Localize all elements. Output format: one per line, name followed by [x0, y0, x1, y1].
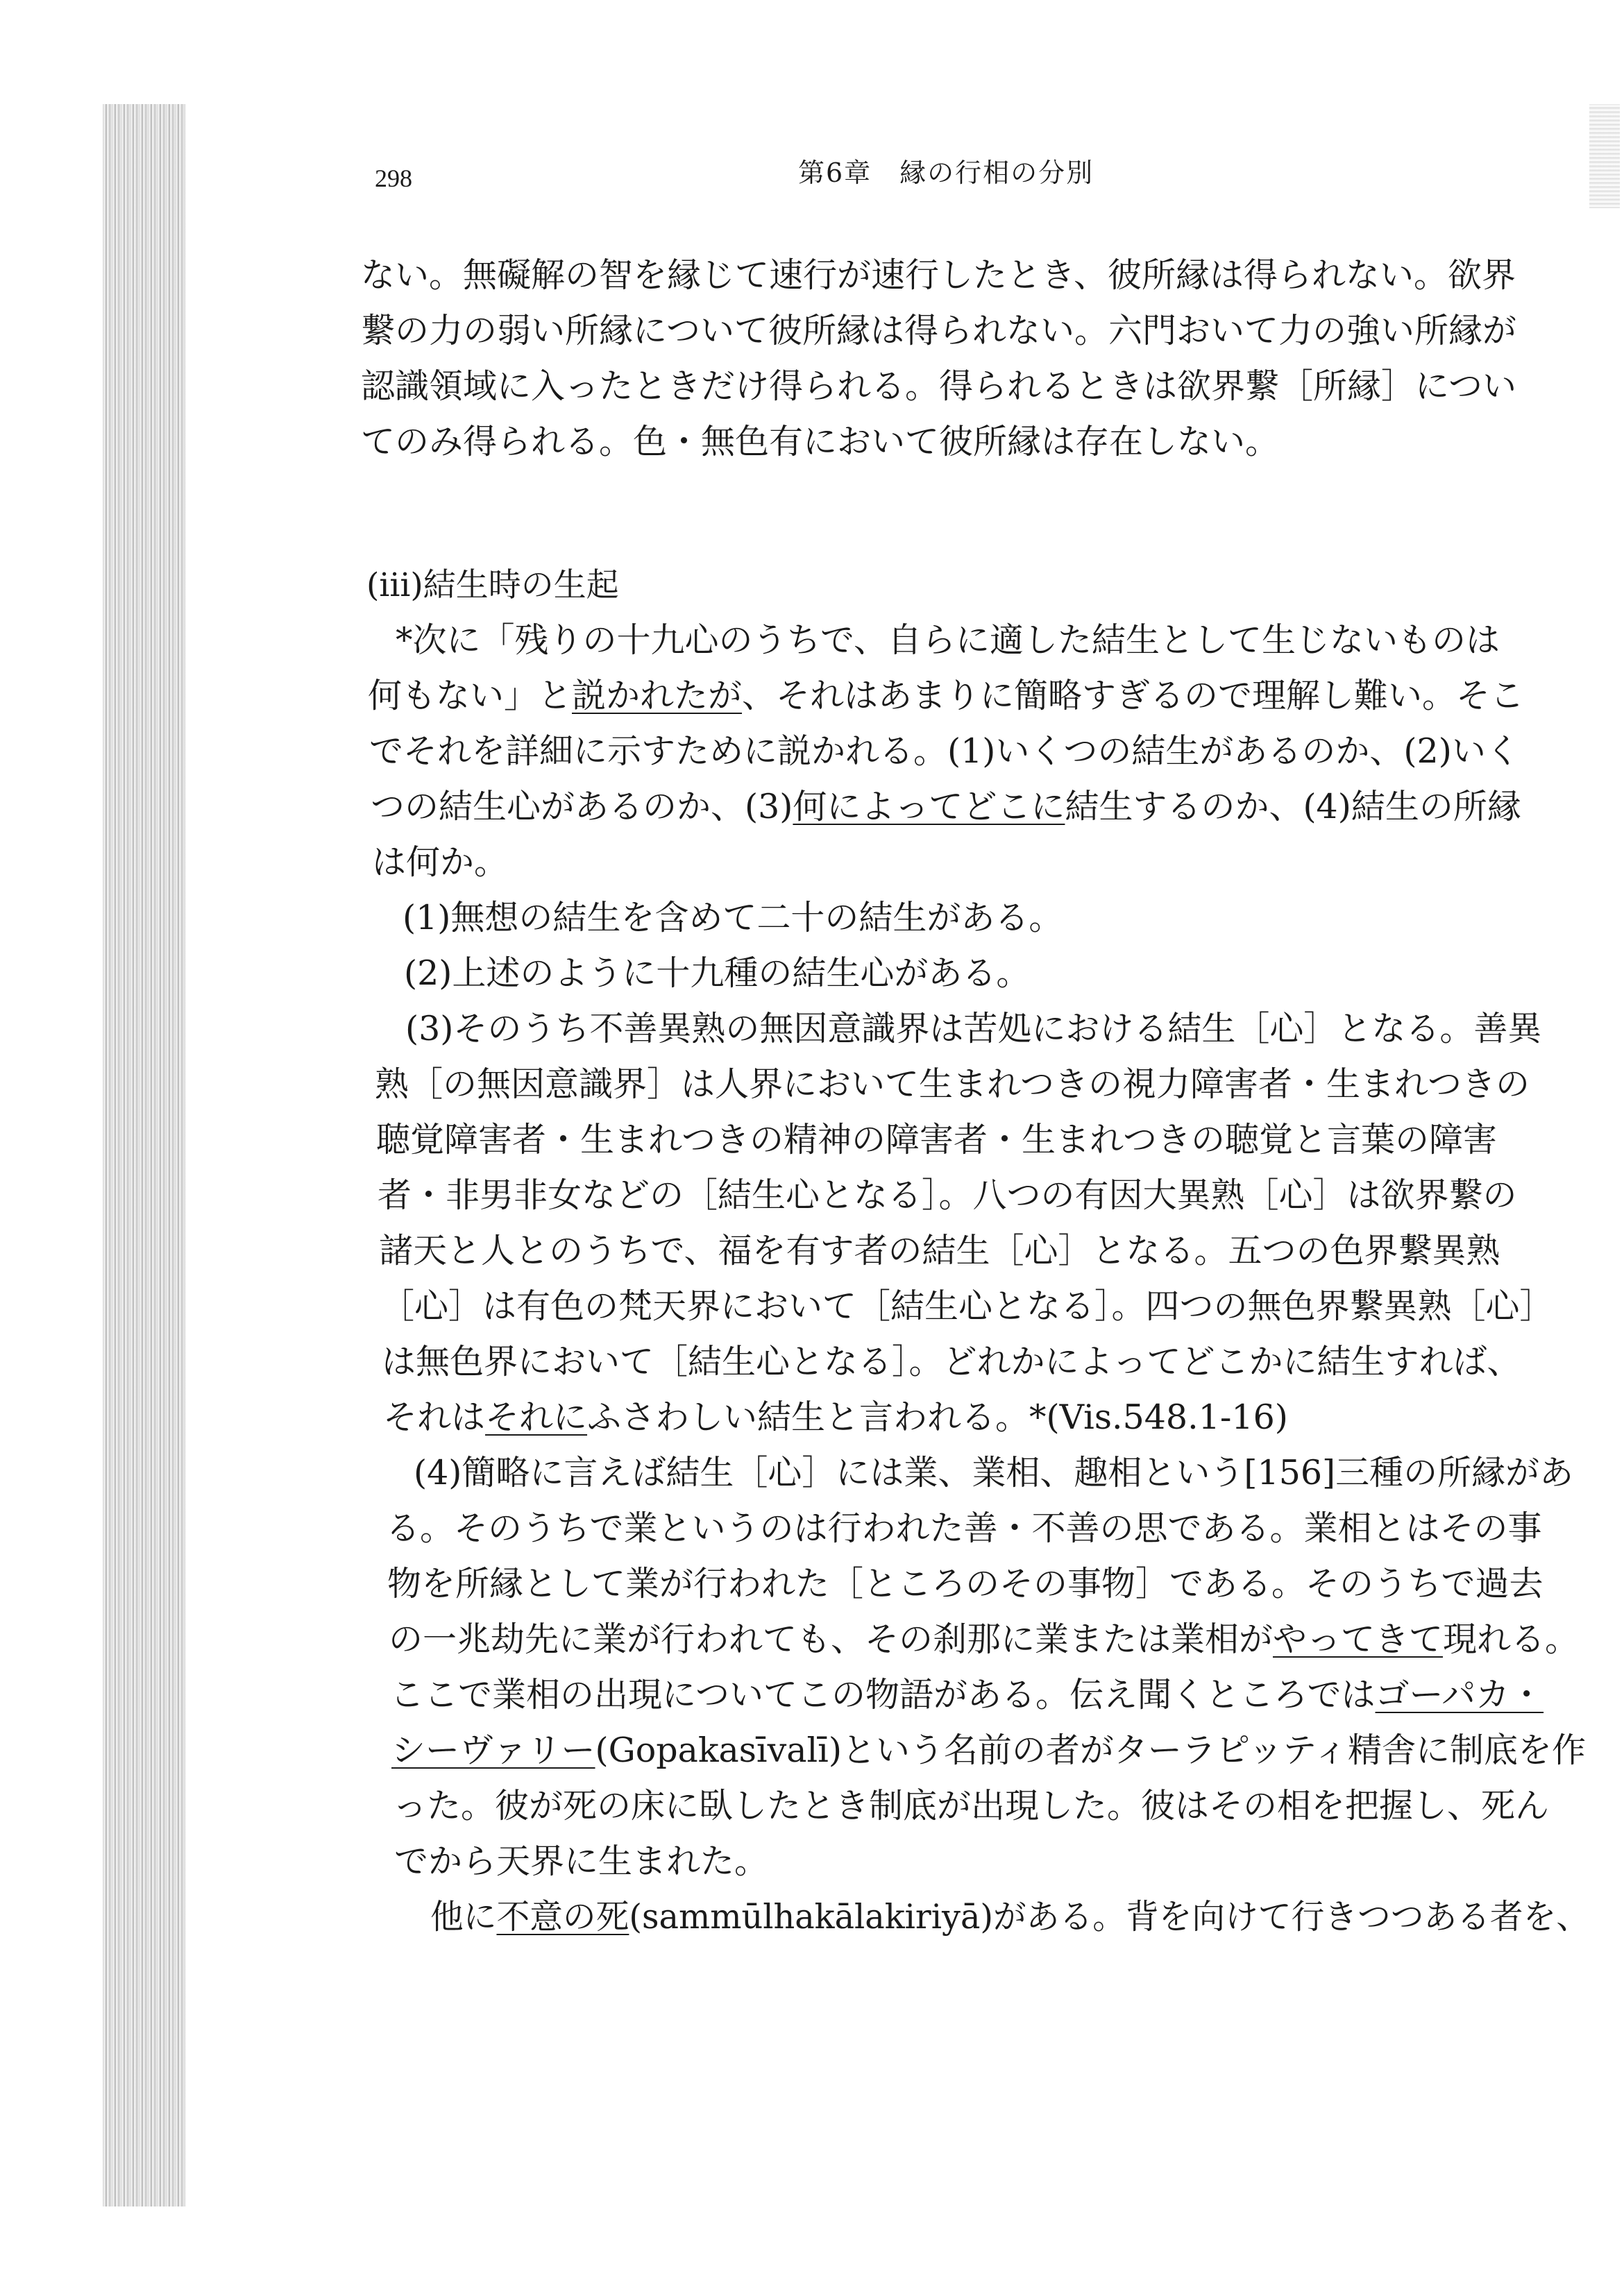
- text-line: 熟［の無因意識界］は人界において生まれつきの視力障害者・生まれつきの: [375, 1064, 1530, 1104]
- underlined-phrase: 何によってどこに: [793, 787, 1065, 826]
- book-binding-shadow: [103, 104, 186, 2206]
- text-line: 者・非男非女などの［結生心となる］。八つの有因大異熟［心］は欲界繋の: [378, 1175, 1517, 1215]
- text-line: それはそれにふさわしい結生と言われる。*(Vis.548.1-16): [383, 1397, 1288, 1437]
- text-line: 他に不意の死(sammūlhakālakiriyā)がある。背を向けて行きつつある者を、: [430, 1897, 1590, 1937]
- text-line: (3)そのうち不善異熟の無因意識界は苦処における結生［心］となる。善異: [405, 1009, 1542, 1048]
- underlined-phrase: 説かれたが: [572, 676, 743, 715]
- text-line: つの結生心があるのか、(3)何によってどこに結生するのか、(4)結生の所縁: [371, 787, 1521, 826]
- text-line: 聴覚障害者・生まれつきの精神の障害者・生まれつきの聴覚と言葉の障害: [376, 1120, 1498, 1159]
- underlined-phrase: それに: [485, 1397, 588, 1437]
- text-line: の一兆劫先に業が行われても、その刹那に業または業相がやってきて現れる。: [389, 1619, 1580, 1659]
- scan-edge-mark: [1589, 104, 1620, 208]
- underlined-phrase: シーヴァリー: [391, 1730, 595, 1770]
- text-line: は何か。: [372, 842, 509, 882]
- text-line: った。彼が死の床に臥したとき制底が出現した。彼はその相を把握し、死ん: [393, 1786, 1550, 1826]
- underlined-phrase: ゴーパカ・: [1375, 1675, 1544, 1715]
- text-line: 何もない」と説かれたが、それはあまりに簡略すぎるので理解し難い。そこ: [368, 676, 1525, 715]
- text-line: 諸天と人とのうちで、福を有す者の結生［心］となる。五つの色界繋異熟: [379, 1231, 1500, 1270]
- text-line: (1)無想の結生を含めて二十の結生がある。: [403, 898, 1063, 937]
- text-line: 認識領域に入ったときだけ得られる。得られるときは欲界繋［所縁］につい: [361, 366, 1517, 406]
- section-heading: (iii)結生時の生起: [366, 566, 619, 604]
- text-line: ［心］は有色の梵天界において［結生心となる］。四つの無色界繋異熟［心］: [380, 1286, 1554, 1326]
- text-line: でそれを詳細に示すために説かれる。(1)いくつの結生があるのか、(2)いく: [369, 731, 1520, 771]
- text-line: ここで業相の出現についてこの物語がある。伝え聞くところではゴーパカ・: [390, 1675, 1544, 1715]
- text-line: てのみ得られる。色・無色有において彼所縁は存在しない。: [361, 422, 1280, 461]
- text-line: (4)簡略に言えば結生［心］には業、業相、趣相という[156]三種の所縁があ: [414, 1453, 1574, 1493]
- text-line: でから天界に生まれた。: [394, 1842, 769, 1881]
- text-line: 繋の力の弱い所縁について彼所縁は得られない。六門おいて力の強い所縁が: [361, 311, 1517, 350]
- page-number: 298: [375, 164, 412, 192]
- underlined-phrase: やってきて: [1273, 1619, 1444, 1659]
- text-line: *次に「残りの十九心のうちで、自らに適した結生として生じないものは: [396, 620, 1500, 660]
- text-line: シーヴァリー(Gopakasīvalī)という名前の者がターラピッティ精舎に制底を作: [391, 1730, 1587, 1770]
- underlined-phrase: 不意の死: [496, 1897, 629, 1937]
- text-line: る。そのうちで業というのは行われた善・不善の思である。業相とはその事: [386, 1508, 1542, 1548]
- chapter-header: 第6章 縁の行相の分別: [798, 158, 1094, 188]
- text-line: ない。無礙解の智を縁じて速行が速行したとき、彼所縁は得られない。欲界: [361, 255, 1516, 295]
- text-line: は無色界において［結生心となる］。どれかによってどこかに結生すれば、: [382, 1342, 1521, 1381]
- text-line: (2)上述のように十九種の結生心がある。: [404, 953, 1031, 993]
- text-line: 物を所縁として業が行われた［ところのその事物］である。そのうちで過去: [387, 1564, 1543, 1604]
